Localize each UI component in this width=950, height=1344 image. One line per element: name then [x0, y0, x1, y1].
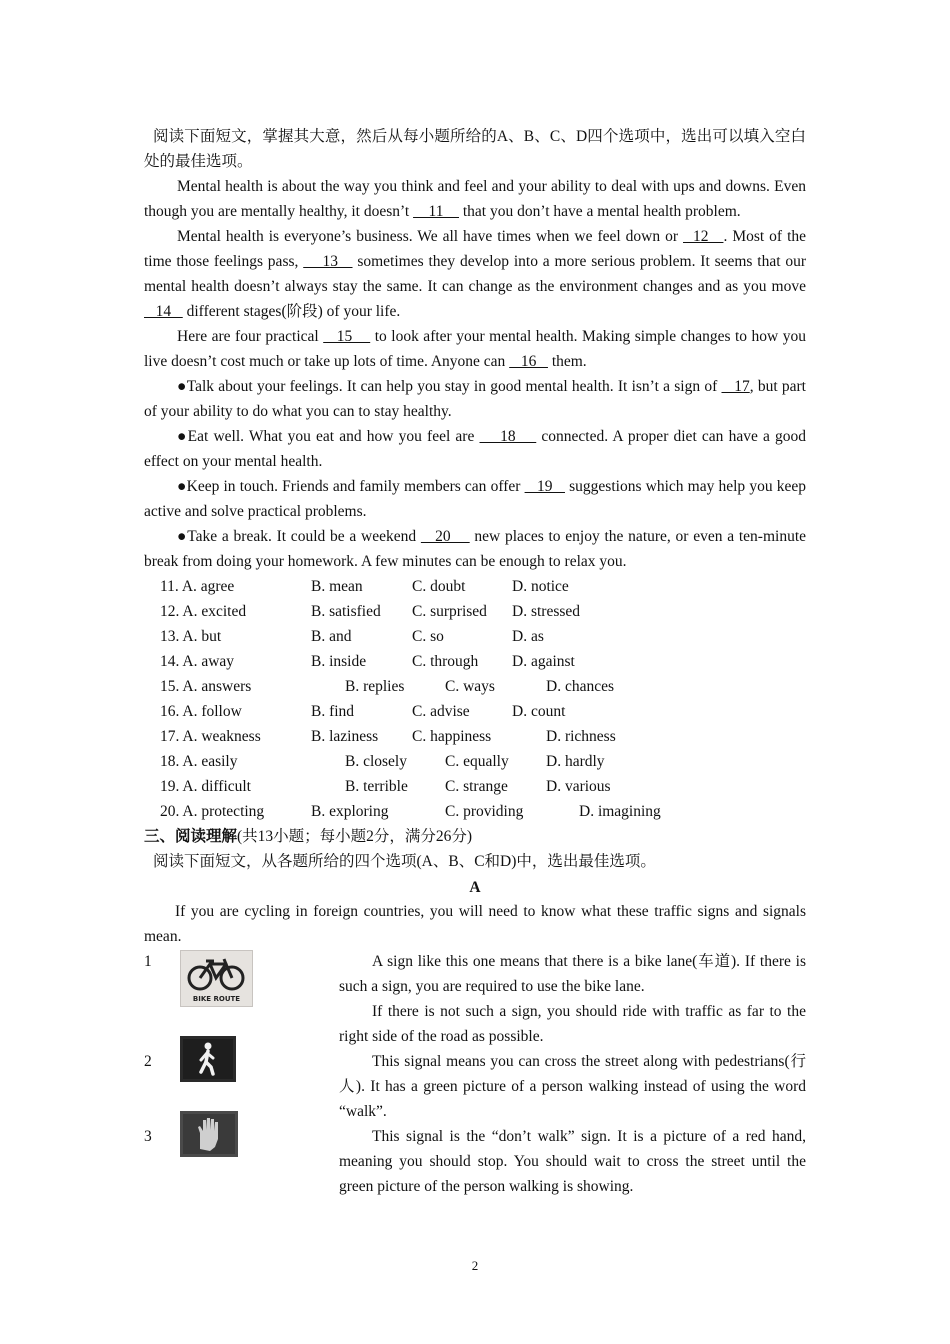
option-b: B. inside [311, 653, 367, 670]
option-b: B. closely [345, 753, 407, 770]
option-a: 20. A. protecting [160, 803, 265, 820]
bullet-icon: ● [177, 378, 187, 395]
cloze-paragraph-1: Mental health is about the way you think and feel and your ability to deal with ups and downs. Even though you are mentally healthy, it doesn’t 11 that you don’t have a mental health problem. [144, 178, 806, 220]
option-d: D. chances [546, 678, 614, 695]
option-c: C. advise [412, 703, 470, 720]
cloze-paragraph-2: Mental health is everyone’s business. We all have times when we feel down or 12 . Most of the time those feelings pass, 13 sometimes they develop into a more serious problem. It seems that our mental health doesn’t always stay the same. It can change as the environment changes and as you move 14 different stages(阶段) of your life. [144, 228, 807, 320]
page-number: 2 [471, 1258, 479, 1273]
option-c: C. so [412, 628, 444, 645]
option-a: 18. A. easily [160, 753, 238, 770]
blank-12: 12 [683, 228, 724, 245]
blank-15: 15 [323, 328, 371, 345]
cloze-bullet-1: ●Talk about your feelings. It can help you stay in good mental health. It isn’t a sign of 17, but part of your ability to do what you can to stay healthy. [144, 378, 806, 420]
option-d: D. imagining [579, 803, 661, 820]
blank-13: 13 [303, 253, 353, 270]
bicycle-icon [180, 950, 253, 1007]
option-b: B. laziness [311, 728, 379, 745]
option-row-14 [144, 649, 806, 674]
bullet-icon: ● [177, 428, 188, 445]
sign-item-2 [144, 1049, 806, 1124]
option-d: D. various [546, 778, 611, 795]
blank-14: 14 [144, 303, 183, 320]
bullet-icon: ● [177, 528, 188, 545]
sign-number: 3 [144, 1128, 152, 1145]
blank-18: 18 [479, 428, 537, 445]
option-row-17 [144, 724, 806, 749]
bullet-icon: ● [177, 478, 187, 495]
sign-item-1 [144, 949, 806, 1049]
option-row-19 [144, 774, 806, 799]
blank-20: 20 [420, 528, 470, 545]
option-d: D. hardly [546, 753, 605, 770]
passage-intro: If you are cycling in foreign countries, you will need to know what these traffic signs and signals mean. [144, 903, 806, 945]
option-b: B. terrible [345, 778, 408, 795]
option-row-16 [144, 699, 806, 724]
walking-person-icon [180, 1036, 236, 1082]
option-a: 14. A. away [160, 653, 235, 670]
sign-number: 1 [144, 953, 152, 970]
option-a: 12. A. excited [160, 603, 247, 620]
option-c: C. strange [445, 778, 508, 795]
option-c: C. surprised [412, 603, 487, 620]
sign-description: This signal means you can cross the street along with pedestrians(行人). It has a green picture of a person walking instead of using the word “walk”. [339, 1053, 806, 1120]
blank-16: 16 [509, 353, 548, 370]
option-c: C. providing [445, 803, 524, 820]
option-b: B. and [311, 628, 352, 645]
option-d: D. richness [546, 728, 616, 745]
option-row-18 [144, 749, 806, 774]
document-page [144, 124, 806, 1199]
option-c: C. happiness [412, 728, 492, 745]
option-c: C. equally [445, 753, 509, 770]
option-row-20 [144, 799, 806, 824]
option-row-12 [144, 599, 806, 624]
option-a: 11. A. agree [160, 578, 235, 595]
blank-19: 19 [524, 478, 565, 495]
sign-description: A sign like this one means that there is a bike lane(车道). If there is such a sign, you are required to use the bike lane. If there is not such a sign, you should ride with traffic as far to the right side of the road as possible. [339, 953, 806, 1045]
sign-description: This signal is the “don’t walk” sign. It is a picture of a red hand, meaning you should stop. You should wait to cross the street until the green picture of the person walking is showing. [339, 1128, 806, 1195]
option-b: B. satisfied [311, 603, 381, 620]
option-c: C. doubt [412, 578, 466, 595]
option-a: 17. A. weakness [160, 728, 261, 745]
option-b: B. replies [345, 678, 405, 695]
option-row-13 [144, 624, 806, 649]
option-d: D. notice [512, 578, 569, 595]
option-b: B. mean [311, 578, 363, 595]
option-c: C. through [412, 653, 479, 670]
blank-17: 17 [721, 378, 750, 395]
option-d: D. stressed [512, 603, 581, 620]
option-row-11 [144, 574, 806, 599]
option-d: D. count [512, 703, 566, 720]
section-title: 三、阅读理解(共13小题；每小题2分，满分26分) [144, 828, 473, 845]
option-a: 15. A. answers [160, 678, 252, 695]
option-d: D. as [512, 628, 544, 645]
cloze-instruction: 阅读下面短文，掌握其大意，然后从每小题所给的A、B、C、D四个选项中，选出可以填入空白处的最佳选项。 [144, 128, 806, 170]
option-a: 19. A. difficult [160, 778, 251, 795]
cloze-paragraph-3: Here are four practical 15 to look after your mental health. Making simple changes to how you live doesn’t cost much or take up lots of time. Anyone can 16 them. [144, 328, 806, 370]
option-b: B. exploring [311, 803, 389, 820]
cloze-bullet-2: ●Eat well. What you eat and how you feel are 18 connected. A proper diet can have a good effect on your mental health. [144, 428, 807, 470]
reading-instruction: 阅读下面短文，从各题所给的四个选项(A、B、C和D)中，选出最佳选项。 [153, 853, 656, 870]
blank-11: 11 [413, 203, 459, 220]
option-b: B. find [311, 703, 355, 720]
option-c: C. ways [445, 678, 495, 695]
hand-stop-icon [180, 1111, 238, 1157]
sign-item-3 [144, 1124, 806, 1199]
cloze-bullet-4: ●Take a break. It could be a weekend 20 new places to enjoy the nature, or even a ten-minute break from doing your homework. A few minutes can be enough to relax you. [144, 528, 807, 570]
sign-number: 2 [144, 1053, 152, 1070]
option-d: D. against [512, 653, 575, 670]
option-a: 16. A. follow [160, 703, 242, 720]
options-list [144, 574, 806, 824]
bike-route-label: BIKE ROUTE [192, 995, 241, 1003]
option-a: 13. A. but [160, 628, 222, 645]
option-row-15 [144, 674, 806, 699]
passage-label: A [469, 879, 481, 896]
cloze-bullet-3: ●Keep in touch. Friends and family members can offer 19 suggestions which may help you keep active and solve practical problems. [144, 478, 806, 520]
